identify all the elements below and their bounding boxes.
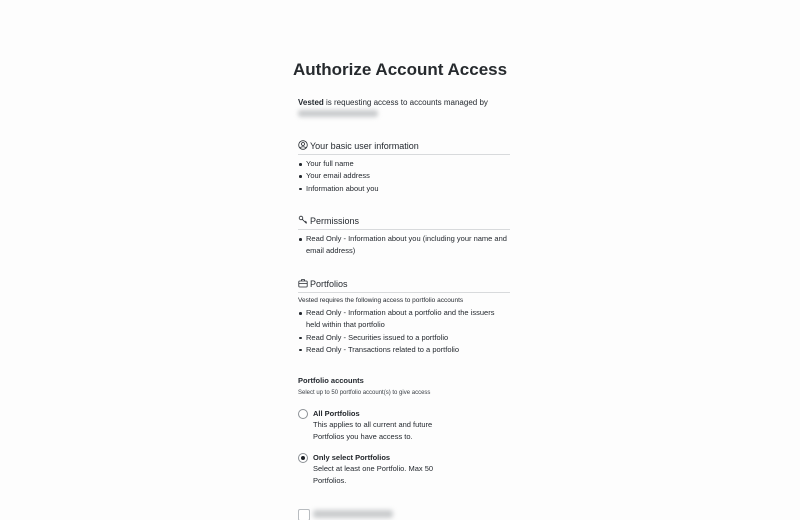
basic-info-list: [298, 158, 510, 195]
option-description: This applies to all current and future Portfolios you have access to.: [313, 420, 433, 442]
portfolios-list: [298, 307, 510, 356]
option-all-portfolios[interactable]: [298, 408, 468, 444]
intro-message: is requesting access to accounts managed by: [323, 98, 488, 107]
section-title: Your basic user information: [310, 141, 419, 151]
intro-text: [298, 97, 488, 108]
section-title: Permissions: [310, 216, 360, 226]
option-select-portfolios[interactable]: [298, 452, 468, 488]
portfolio-checkbox[interactable]: [298, 509, 310, 520]
list-item: Your email address: [298, 170, 510, 182]
list-item: Your full name: [298, 158, 510, 170]
section-header: [298, 275, 510, 293]
page-title: Authorize Account Access: [292, 60, 508, 79]
section-permissions: [298, 212, 510, 258]
select-portfolios-radio[interactable]: [298, 453, 308, 463]
list-item: Read Only - Information about a portfolio and the issuers held within that portfolio: [298, 307, 510, 332]
list-item: Information about you: [298, 183, 510, 195]
list-item: Read Only - Transactions related to a portfolio: [298, 344, 510, 356]
key-icon: [298, 212, 308, 222]
section-title: Portfolios: [310, 279, 348, 289]
redacted-account-owner: [298, 110, 378, 117]
option-label[interactable]: Only select Portfolios: [313, 453, 391, 462]
redacted-portfolio-name: [313, 510, 393, 518]
section-basic-info: [298, 137, 510, 195]
portfolio-accounts-title: Portfolio accounts: [298, 376, 364, 385]
briefcase-icon: [298, 275, 308, 285]
portfolios-note: Vested requires the following access to portfolio accounts: [298, 297, 464, 304]
section-header: [298, 137, 510, 155]
list-item: Read Only - Securities issued to a portfolio: [298, 332, 510, 344]
section-header: [298, 212, 510, 230]
portfolio-accounts-subtitle: Select up to 50 portfolio account(s) to give access: [298, 390, 431, 396]
option-label[interactable]: All Portfolios: [313, 409, 360, 418]
all-portfolios-radio[interactable]: [298, 409, 308, 419]
section-portfolios: [298, 275, 510, 356]
app-name: Vested: [298, 98, 324, 107]
permissions-list: [298, 233, 510, 258]
user-circle-icon: [298, 137, 308, 147]
list-item: Read Only - Information about you (including your name and email address): [298, 233, 510, 258]
option-description: Select at least one Portfolio. Max 50 Portfolios.: [313, 464, 434, 486]
